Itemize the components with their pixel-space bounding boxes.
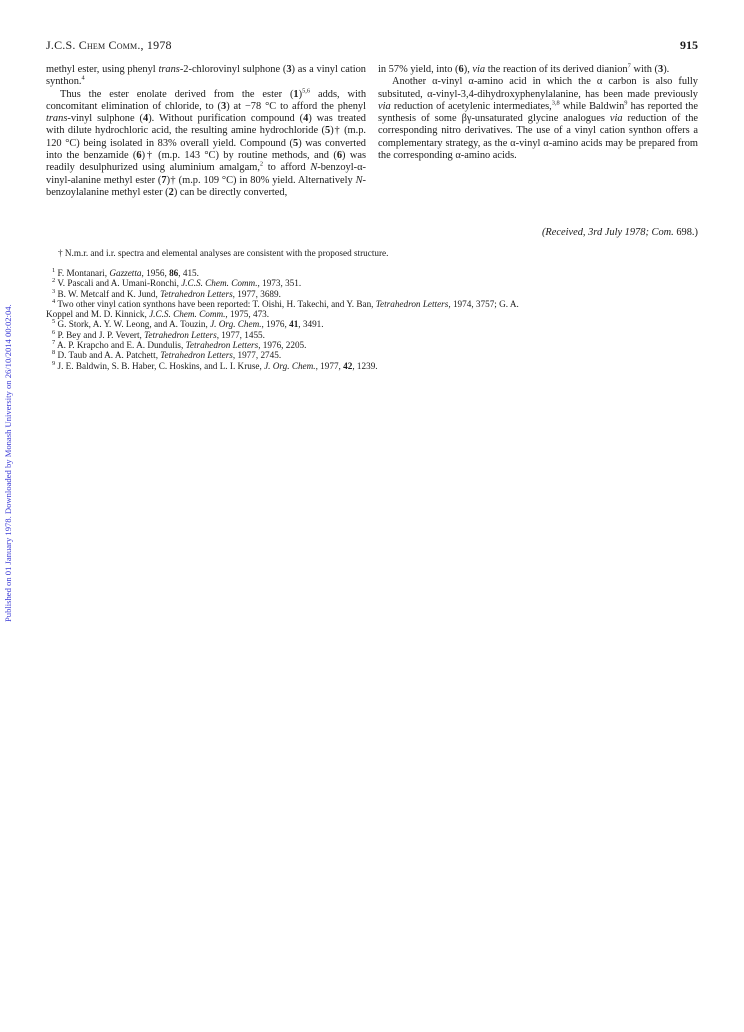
left-column [46, 64, 366, 199]
reference-item: $^8$ D. Taub and A. A. Patchett, Tetrahedron Letters, 1977, 2745. [52, 349, 282, 361]
reference-list [46, 268, 698, 371]
paragraph: Another α-vinyl α-amino acid in which the α carbon is also fully subsituted, α-vinyl-3,4-dihydroxyphenylalanine, has been made previously via reduction of acetylenic intermediates,$^{3,8}$ while Baldwin$^9$ has reported the synthesis of some βγ-unsaturated glycine analogues via reduction of the corresponding nitro derivatives. The use of a vinyl cation synthon offers a complementary strategy, as the α-vinyl α-amino acids may be prepared from the corresponding α-amino acids. [378, 76, 699, 162]
reference-item: $^7$ A. P. Krapcho and E. A. Dundulis, Tetrahedron Letters, 1976, 2205. [52, 339, 307, 351]
reference-item: $^5$ G. Stork, A. Y. W. Leong, and A. Touzin, J. Org. Chem., 1976, 41, 3491. [52, 318, 324, 330]
footnote: † N.m.r. and i.r. spectra and elemental analyses are consistent with the proposed structure. [58, 248, 389, 258]
paragraph: Thus the ester enolate derived from the ester $(1)^{5,6}$ adds, with concomitant elimination of chloride, to (3) at −78 °C to afford the phenyl trans-vinyl sulphone (4). Without purification compound (4) was treated with dilute hydrochloric acid, the resulting amine hydrochloride (5)† (m.p. 120 °C) being isolated in 83% overall yield. Compound (5) was converted into the benzamide (6)† (m.p. 143 °C) by routine methods, and (6) was readily desulphurized using aluminium amalgam,$^2$ to afford N-benzoyl-α-vinyl-alanine methyl ester (7)† (m.p. 109 °C) in 80% yield. Alternatively N-benzoylalanine methyl ester (2) can be directly converted, [46, 87, 367, 198]
page-number: 915 [680, 38, 698, 52]
reference-item: $^4$ Two other vinyl cation synthons have been reported: T. Oishi, H. Takechi, and Y. Ban, Tetrahedron Letters, 1974, 3757; G. A. [52, 297, 519, 309]
reference-item: $^9$ J. E. Baldwin, S. B. Haber, C. Hoskins, and L. I. Kruse, J. Org. Chem., 1977, 42, 1239. [52, 359, 378, 371]
paragraph: methyl ester, using phenyl trans-2-chlorovinyl sulphone (3) as a vinyl cation synthon.$^4$ [46, 64, 366, 88]
received-date: (Received, 3rd July 1978; Com. 698.) [541, 227, 698, 238]
journal-title: J.C.S. Chem Comm., 1978 [46, 38, 172, 52]
running-header [46, 38, 698, 53]
reference-item: Koppel and M. D. Kinnick, J.C.S. Chem. Comm., 1975, 473. [46, 309, 270, 320]
reference-item: $^1$ F. Montanari, Gazzetta, 1956, 86, 415. [52, 266, 199, 278]
reference-item: $^6$ P. Bey and J. P. Vevert, Tetrahedron Letters, 1977, 1455. [52, 328, 265, 340]
reference-item: $^3$ B. W. Metcalf and K. Jund, Tetrahedron Letters, 1977, 3689. [52, 287, 281, 299]
download-stamp: Published on 01 January 1978. Downloaded by Monash University on 26/10/2014 00:02:04. [3, 304, 13, 622]
paragraph: in 57% yield, into (6), via the reaction of its derived dianion$^7$ with (3). [378, 62, 670, 75]
right-column [378, 64, 698, 162]
reference-item: $^2$ V. Pascali and A. Umani-Ronchi, J.C.S. Chem. Comm., 1973, 351. [52, 277, 302, 289]
